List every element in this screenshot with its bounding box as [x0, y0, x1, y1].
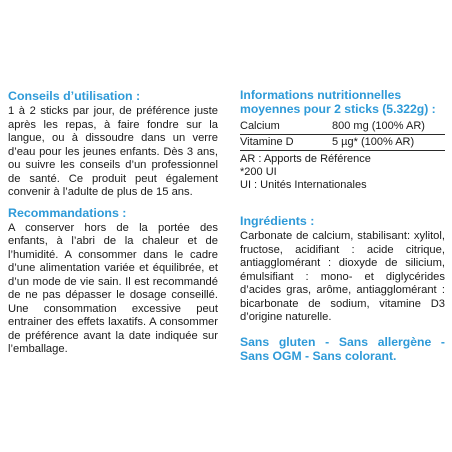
usage-title: Conseils d’utilisation :	[8, 89, 141, 103]
nutrient-value: 5 µg* (100% AR)	[332, 136, 415, 148]
recommendations-text: A conserver hors de la portée des enfants, à l’abri de la chaleur et de l’humidité. A consommer dans le cadre d’une alimentation variée et équilibrée, et d’un mode de vie sain. Il est recommandé de ne pas dépasser le dosage conseillé. Une consommation excessive peut entrainer des effets laxatifs. A consommer de préférence avant la date indiquée sur l’emballage.	[8, 221, 218, 355]
recommendations-section	[8, 206, 218, 357]
product-claims: Sans gluten - Sans allergène - Sans OGM - Sans colorant.	[240, 334, 445, 363]
recommendations-title: Recommandations :	[8, 205, 127, 220]
usage-text: 1 à 2 sticks par jour, de préférence juste après les repas, à faire fondre sur la langue, ou à dissoudre dans un verre d’eau pour les jeunes enfants. Dès 3 ans, ou suivre les conseils d’un professionnel de santé. Ce produit peut également convenir à l’adulte de plus de 15 ans.	[8, 105, 218, 198]
note-ui-definition: UI : Unités Internationales	[240, 179, 367, 191]
nutrition-section	[240, 89, 445, 192]
usage-section	[8, 89, 218, 200]
left-column	[8, 89, 218, 363]
ingredients-title: Ingrédients :	[240, 214, 315, 228]
nutrition-row-vitamin-d	[240, 135, 445, 151]
ingredients-section	[240, 214, 445, 325]
nutrition-title: Informations nutritionnelles moyennes pour 2 sticks (5.322g) :	[240, 88, 436, 116]
note-ui-amount: *200 UI	[240, 166, 277, 178]
nutrient-value: 800 mg (100% AR)	[332, 120, 425, 132]
nutrition-row-calcium	[240, 120, 445, 135]
note-ar: AR : Apports de Référence	[240, 153, 371, 165]
nutrition-table	[240, 120, 445, 151]
ingredients-text: Carbonate de calcium, stabilisant: xylitol, fructose, acidifiant : acide citrique, antiagglomérant : dioxyde de silicium, émulsifiant : mono- et diglycérides d’acides gras, arôme, antiagglomérant : bicarbonate de sodium, vitamine D3 d’origine naturelle.	[240, 230, 445, 323]
nutrient-name: Calcium	[240, 120, 280, 132]
right-column	[240, 89, 445, 363]
nutrient-name: Vitamine D	[240, 136, 294, 148]
